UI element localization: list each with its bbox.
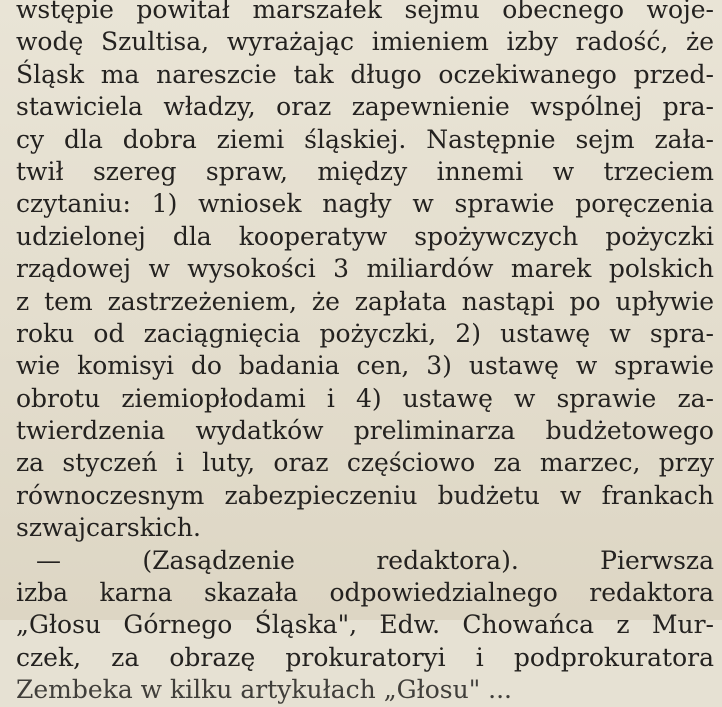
text-line: udzielonej dla kooperatyw spożywczych pożyczki — [16, 221, 714, 251]
text-line: wie komisyi do badania cen, 3) ustawę w sprawie — [16, 351, 714, 381]
text-line: twił szereg spraw, między innemi w trzeciem — [16, 156, 714, 186]
text-line: wodę Szultisa, wyrażając imieniem izby radość, że — [16, 27, 714, 57]
text-line: z tem zastrzeżeniem, że zapłata nastąpi po upływie — [16, 286, 714, 316]
text-line: stawiciela władzy, oraz zapewnienie wspólnej pra- — [16, 92, 714, 122]
cropped-text-line: Zembeka w kilku artykułach „Głosu" ... — [16, 675, 512, 705]
text-line: równoczesnym zabezpieczeniu budżetu w frankach — [16, 480, 714, 510]
text-line: za styczeń i luty, oraz częściowo za marzec, przy — [16, 448, 714, 478]
text-line: izba karna skazała odpowiedzialnego redaktora — [16, 578, 714, 608]
text-line: czytaniu: 1) wniosek nagły w sprawie poręczenia — [16, 189, 714, 219]
text-line: czek, za obrazę prokuratoryi i podprokuratora — [16, 642, 714, 672]
text-line: obrotu ziemiopłodami i 4) ustawę w sprawie za- — [16, 383, 714, 413]
text-line: rządowej w wysokości 3 miliardów marek polskich — [16, 254, 714, 284]
paragraph-end-line: szwajcarskich. — [16, 513, 201, 543]
text-line: roku od zaciągnięcia pożyczki, 2) ustawę w spra- — [16, 318, 714, 348]
text-line: cy dla dobra ziemi śląskiej. Następnie sejm zała- — [16, 124, 714, 154]
text-line: twierdzenia wydatków preliminarza budżetowego — [16, 416, 714, 446]
section-heading-line: — (Zasądzenie redaktora). Pierwsza — [36, 545, 714, 575]
article-column — [16, 0, 714, 705]
text-line: wstępie powitał marszałek sejmu obecnego woje- — [16, 0, 714, 24]
text-line: Śląsk ma nareszcie tak długo oczekiwanego przed- — [16, 59, 714, 89]
text-line: „Głosu Górnego Śląska", Edw. Chowańca z Mur- — [16, 610, 714, 640]
